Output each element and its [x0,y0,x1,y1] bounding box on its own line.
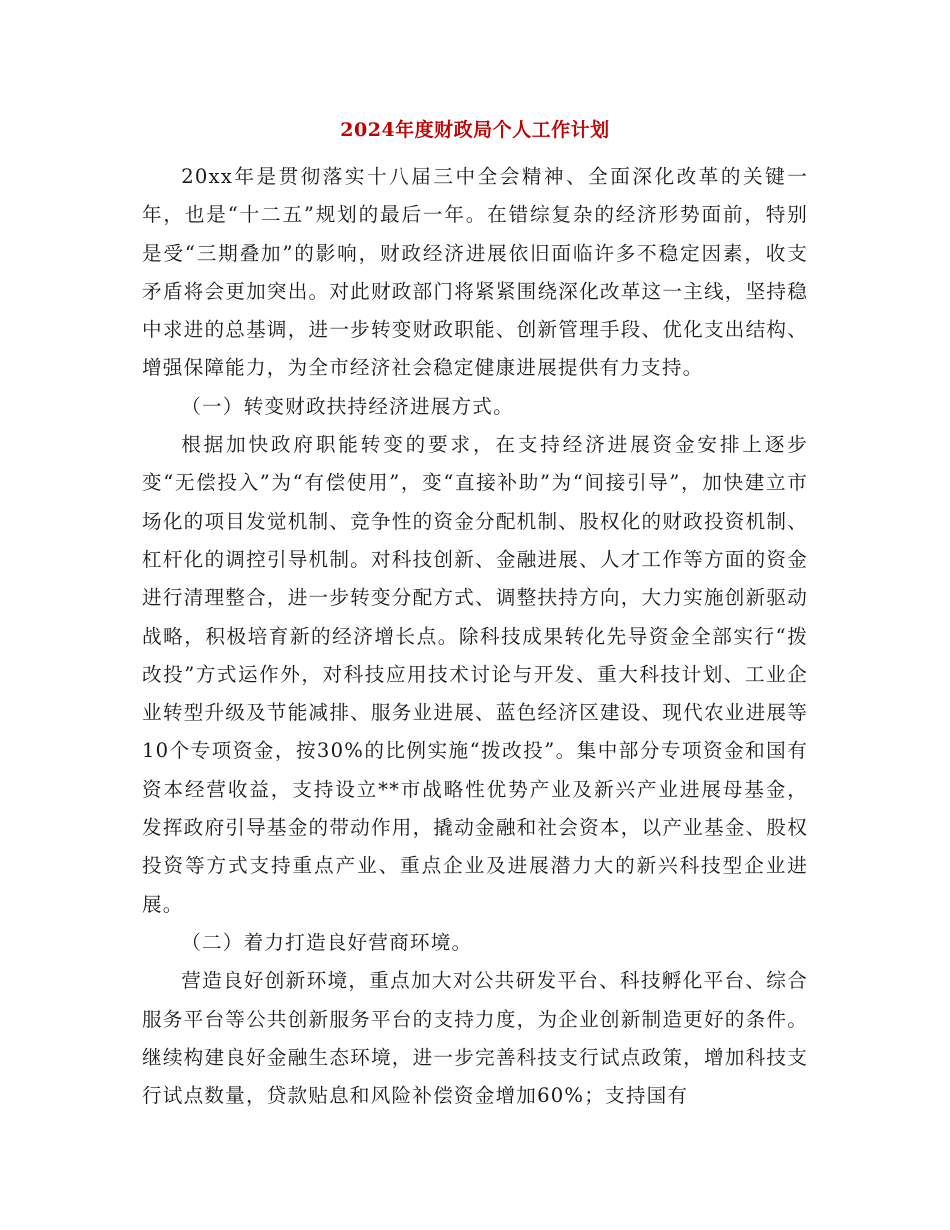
intro-paragraph: 20xx年是贯彻落实十八届三中全会精神、全面深化改革的关键一年，也是“十二五”规划的最后一年。在错综复杂的经济形势面前，特别是受“三期叠加”的影响，财政经济进展依旧面临许多不稳定因素，收支矛盾将会更加突出。对此财政部门将紧紧围绕深化改革这一主线，坚持稳中求进的总基调，进一步转变财政职能、创新管理手段、优化支出结构、增强保障能力，为全市经济社会稳定健康进展提供有力支持。 [142,165,808,380]
section-2-paragraph: 营造良好创新环境，重点加大对公共研发平台、科技孵化平台、综合服务平台等公共创新服务平台的支持力度，为企业创新制造更好的条件。继续构建良好金融生态环境，进一步完善科技支行试点政策，增加科技支行试点数量，贷款贴息和风险补偿资金增加60%；支持国有 [142,969,808,1108]
section-heading-1: （一）转变财政扶持经济进展方式。 [181,394,514,418]
section-1-paragraph: 根据加快政府职能转变的要求，在支持经济进展资金安排上逐步变“无偿投入”为“有偿使用”，变“直接补助”为“间接引导”，加快建立市场化的项目发觉机制、竞争性的资金分配机制、股权化的财政投资机制、杠杆化的调控引导机制。对科技创新、金融进展、人才工作等方面的资金进行清理整合，进一步转变分配方式、调整扶持方向，大力实施创新驱动战略，积极培育新的经济增长点。除科技成果转化先导资金全部实行“拨改投”方式运作外，对科技应用技术讨论与开发、重大科技计划、工业企业转型升级及节能减排、服务业进展、蓝色经济区建设、现代农业进展等10个专项资金，按30%的比例实施“拨改投”。集中部分专项资金和国有资本经营收益，支持设立**市战略性优势产业及新兴产业进展母基金，发挥政府引导基金的带动作用，撬动金融和社会资本，以产业基金、股权投资等方式支持重点产业、重点企业及进展潜力大的新兴科技型企业进展。 [142,433,808,916]
section-heading-2: （二）着力打造良好营商环境。 [181,930,473,954]
document-title: 2024年度财政局个人工作计划 [340,119,610,141]
